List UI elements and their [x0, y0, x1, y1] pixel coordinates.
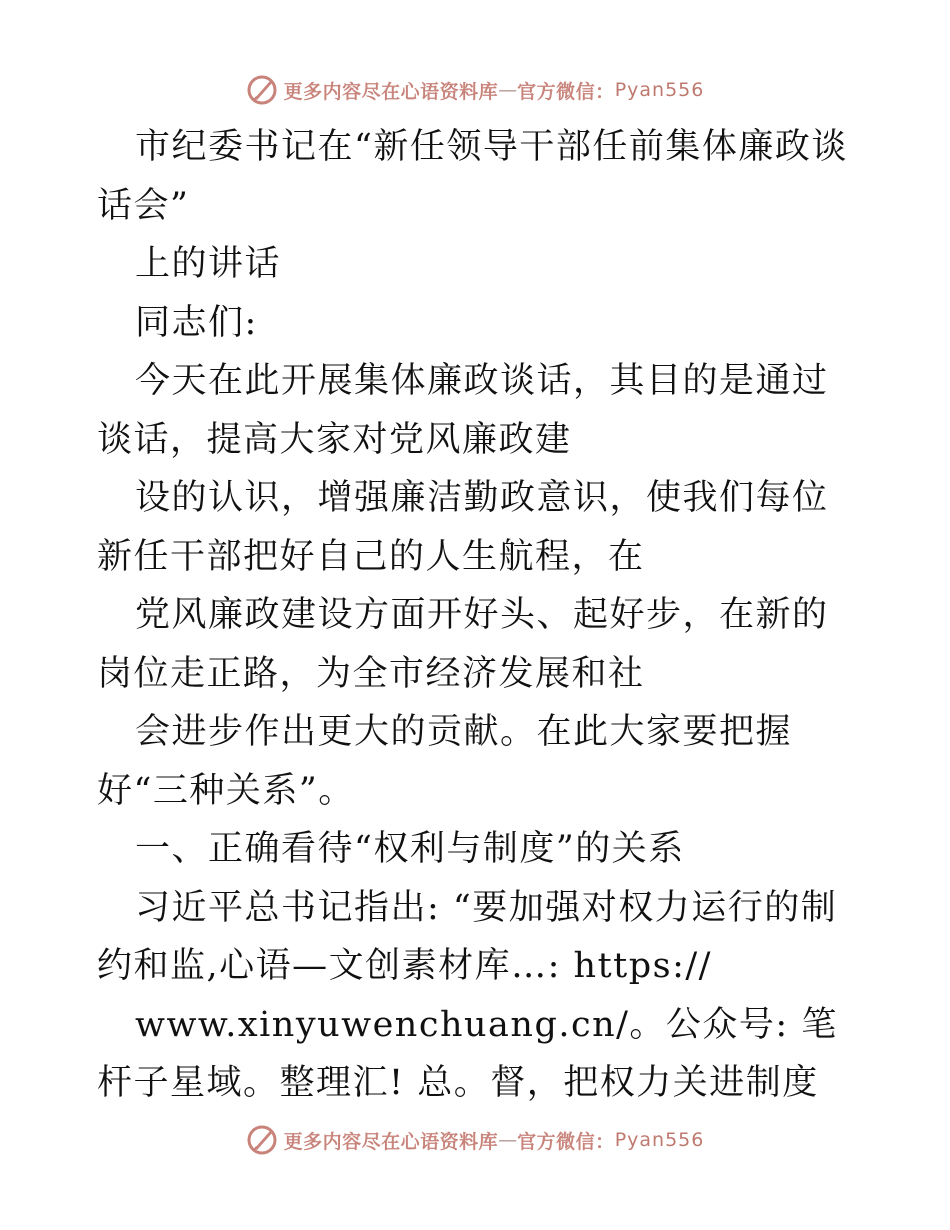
salutation: 同志们:: [135, 302, 258, 343]
body-paragraph: 会进步作出更大的贡献。在此大家要把握好“三种关系”。: [97, 712, 793, 811]
watermark-contact-label: 官方微信：: [517, 80, 615, 103]
footer-watermark: [0, 1120, 950, 1160]
watermark-separator: —: [498, 1129, 518, 1151]
title-line-1: 市纪委书记在“新任领导干部任前集体廉政谈话会”: [97, 127, 848, 226]
section-heading: 一、正确看待“权利与制度”的关系: [135, 829, 685, 869]
body-paragraph: 党风廉政建设方面开好头、起好步，在新的岗位走正路，为全市经济发展和社: [97, 595, 829, 694]
watermark-contact-label: 官方微信：: [517, 1130, 615, 1153]
quill-pen-logo-icon: [246, 74, 278, 106]
quill-pen-logo-icon: [246, 1124, 278, 1156]
document-body: [97, 118, 857, 1113]
watermark-separator: —: [498, 79, 518, 101]
header-watermark: [0, 70, 950, 110]
watermark-brand-text: 更多内容尽在心语资料库: [283, 80, 499, 103]
title-line-2: 上的讲话: [135, 244, 282, 284]
body-paragraph: 设的认识，增强廉洁勤政意识，使我们每位新任干部把好自己的人生航程，在: [97, 478, 829, 577]
body-paragraph: 今天在此开展集体廉政谈话，其目的是通过谈话，提高大家对党风廉政建: [97, 361, 829, 460]
watermark-contact-id: Pyan556: [614, 1129, 705, 1151]
body-paragraph: www.xinyuwenchuang.cn/。公众号: 笔杆子星域。整理汇! 总。督，把权力关进制度: [97, 1004, 838, 1103]
watermark-contact-id: Pyan556: [614, 79, 705, 101]
watermark-brand-text: 更多内容尽在心语资料库: [283, 1130, 499, 1153]
body-paragraph: 习近平总书记指出: “要加强对权力运行的制约和监,心语—文创素材库…: https://: [97, 887, 838, 986]
